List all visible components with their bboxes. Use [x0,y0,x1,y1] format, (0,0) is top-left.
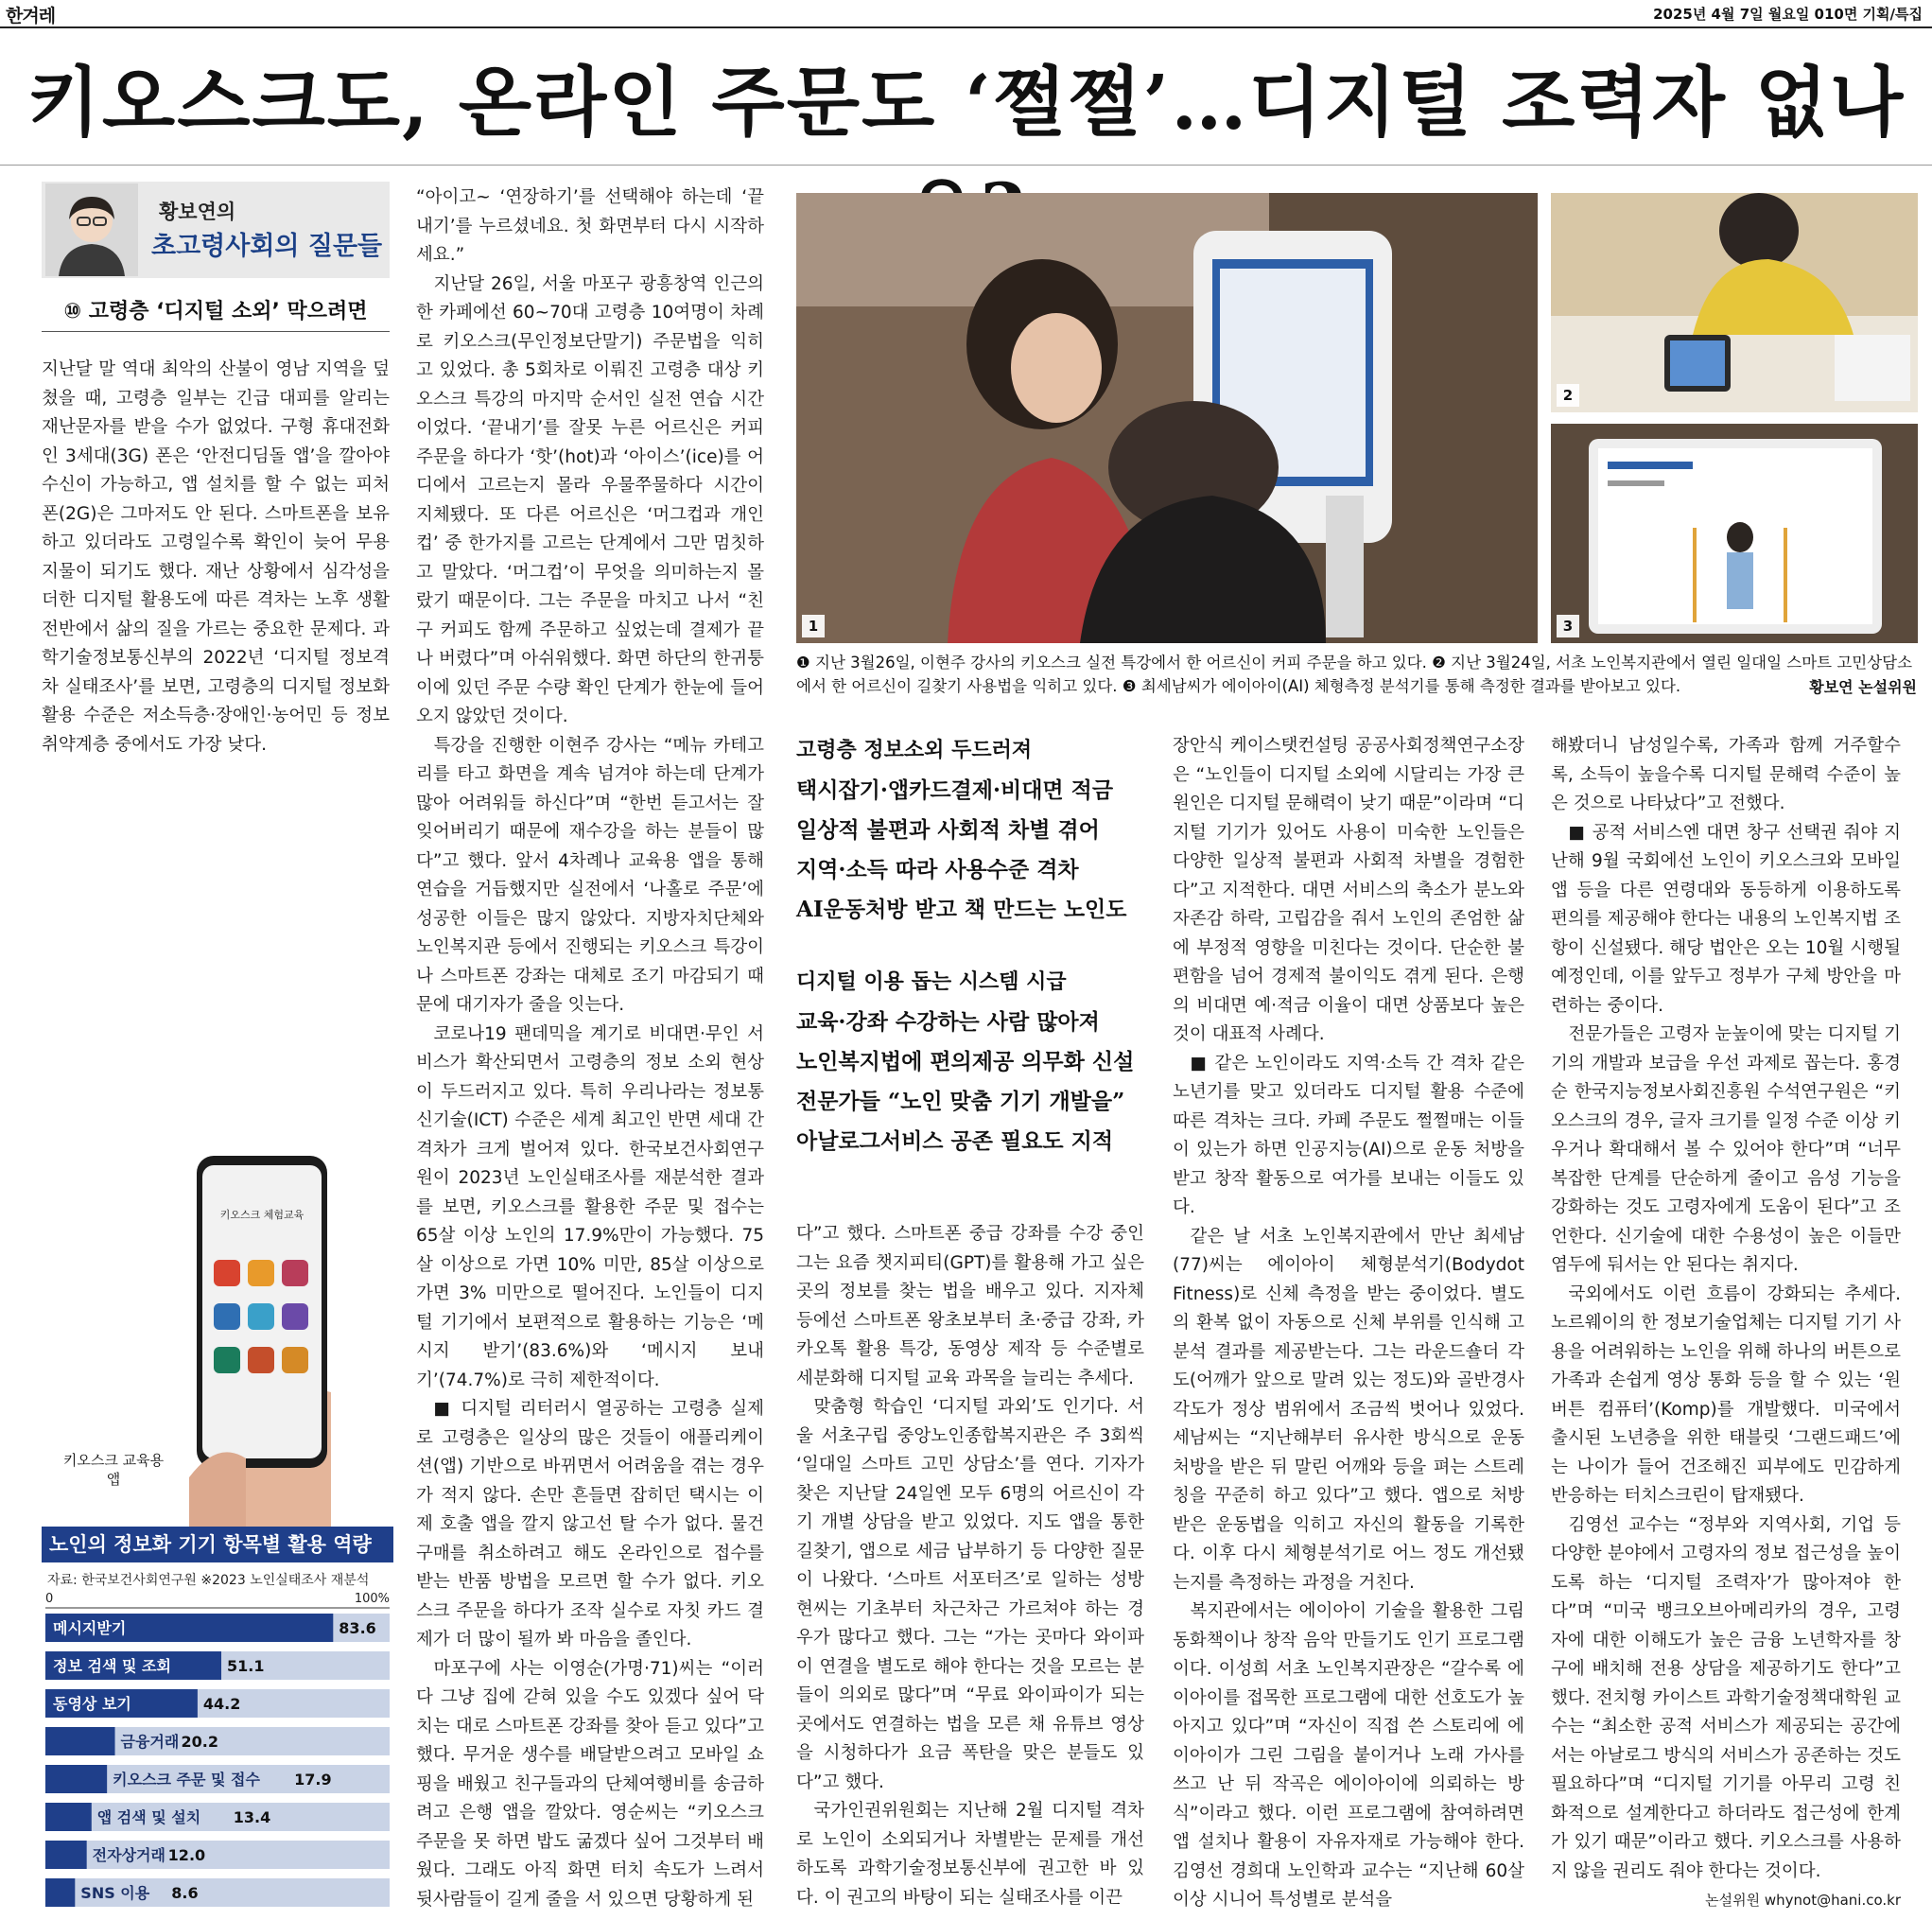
paragraph: 마포구에 사는 이영순(가명·71)씨는 “이러다 그냥 집에 갇혀 있을 수도 있겠다 싶어 닥치는 대로 스마트폰 강좌를 찾아 듣고 있다”고 했다. 무거운 생수를 배달받으려고 모바일 쇼핑을 배웠고 친구들과의 단체여행비를 송금하려고 은행 앱을 깔았다. 영순씨는 “키오스크 주문을 못 하면 밥도 굶겠다 싶어 그것부터 배웠다. 그래도 아직 화면 터치 속도가 느려서 뒷사람들이 길게 줄을 서 있으면 당황하게 된 [416,1658,764,1910]
chart-value-label: 20.2 [181,1733,219,1751]
paragraph: 코로나19 팬데믹을 계기로 비대면·무인 서비스가 확산되면서 고령층의 정보 소외 현상이 두드러지고 있다. 특히 우리나라는 정보통신기술(ICT) 수준은 세계 최고인 반면 세대 간 격차가 크게 벌어져 있다. 한국보건사회연구원이 2023년 노인실태조사를 재분석한 결과를 보면, 키오스크를 활용한 주문 및 접수는 65살 이상 노인의 17.9%만이 가능했다. 75살 이상으로 가면 10% 미만, 85살 이상으로 가면 3% 미만으로 떨어진다. 노인들이 디지털 기기에서 보편적으로 활용하는 기능은 ‘메시지 받기’(83.6%)와 ‘메시지 보내기’(74.7%)로 극히 제한적이다. [416,1023,764,1390]
chart-category-label: 정보 검색 및 조회 [53,1657,171,1675]
chart-bar [45,1765,107,1793]
chart-value-label: 17.9 [294,1771,332,1789]
article-column-2 [416,183,764,1914]
dateline: 2025년 4월 7일 월요일 010면 기획/특집 [1653,6,1923,23]
photo-smartphone-counseling [1551,193,1918,412]
paragraph: 다”고 했다. 스마트폰 중급 강좌를 수강 중인 그는 요즘 챗지피티(GPT)를 활용해 가고 싶은 곳의 정보를 찾는 법을 배우고 있다. 지자체 등에선 스마트폰 왕초보부터 초·중급 강좌, 카카오톡 활용 특강, 동영상 제작 등 수준별로 세분화해 디지털 교육 과목을 늘리는 추세다. [796,1224,1144,1388]
paragraph: 전문가들은 고령자 눈높이에 맞는 디지털 기기의 개발과 보급을 우선 과제로 꼽는다. 홍경순 한국지능정보사회진흥원 수석연구원은 “키오스크의 경우, 글자 크기를 일정 수준 이상 키우거나 확대해서 볼 수 있어야 한다”며 “너무 복잡한 단계를 단순하게 줄이고 음성 기능을 강화하는 것도 고령자에게 도움이 된다”고 조언한다. 신기술에 대한 수용성이 높은 이들만 염두에 둬서는 안 된다는 취지다. [1551,1024,1901,1275]
masthead-rule [0,26,1932,28]
article-column-1 [42,356,390,759]
series-episode: ⑩ 고령층 ‘디지털 소외’ 막으려면 [63,300,368,323]
deck-group2-title: 디지털 이용 돕는 시스템 시급 [796,969,1067,994]
chart-bar [45,1841,87,1869]
photo-body-analysis-result [1551,424,1918,643]
deck-line: 교육·강좌 수강하는 사람 많아져 [796,1009,1100,1035]
article-column-5 [1551,732,1901,1915]
photo-number-2: 2 [1557,384,1579,407]
paragraph: 같은 날 서초 노인복지관에서 만난 최세남(77)씨는 에이아이 체형분석기(Bodydot Fitness)로 신체 측정을 받는 중이었다. 별도의 환복 없이 자동으로 신체 부위를 인식해 고 분석 결과를 제공받는다. 그는 라운드숄더 각도(어깨가 앞으로 말려 있는 정도)와 골반경사 각도가 정상 범위에서 조금씩 벗어나 있었다. 세남씨는 “지난해부터 유사한 방식으로 운동 처방을 받은 뒤 말린 어깨와 등을 펴는 스트레칭을 꾸준히 하고 있다”고 했다. 앱으로 처방받은 운동법을 익히고 자신의 활동을 기록한다. 이후 다시 체형분석기로 어느 정도 개선됐는지를 측정하는 과정을 거친다. [1173,1226,1524,1593]
chart-category-label: SNS 이용 [80,1884,150,1902]
paragraph: 지난달 말 역대 최악의 산불이 영남 지역을 덮쳤을 때, 고령층 일부는 긴급 대피를 알리는 재난문자를 받을 수가 없었다. 구형 휴대전화인 3세대(3G) 폰은 ‘안전디딤돌 앱’을 깔아야 수신이 가능하고, 앱 설치를 할 수 없는 피처폰(2G)은 그마저도 안 된다. 스마트폰을 보유하고 있더라도 고령일수록 확인이 늦어 무용지물이 되기도 했다. 재난 상황에서 심각성을 더한 디지털 활용도에 따른 격차는 노후 생활 전반에서 삶의 질을 가르는 중요한 문제다. 과학기술정보통신부의 2022년 ‘디지털 정보격차 실태조사’를 보면, 고령층의 디지털 정보화 활용 수준은 저소득층·장애인·농어민 등 정보취약계층 중에서도 가장 낮다. [42,359,390,755]
chart-bar [45,1803,92,1831]
paragraph: 국가인권위원회는 지난해 2월 디지털 격차로 노인이 소외되거나 차별받는 문제를 개선하도록 과학기술정보통신부에 권고한 바 있다. 이 권고의 바탕이 되는 실태조사를 이끈 [796,1801,1144,1908]
deck-group1-title: 고령층 정보소외 두드러져 [796,738,1033,762]
chart-bar [45,1878,75,1907]
paragraph: “아이고~ ‘연장하기’를 선택해야 하는데 ‘끝내기’를 누르셨네요. 첫 화면부터 다시 시작하세요.” [416,187,764,265]
photo-credit: 황보연 논설위원 [1809,678,1917,696]
deck-line: 아날로그서비스 공존 필요도 지적 [796,1128,1114,1154]
paragraph: ■ 같은 노인이라도 지역·소득 간 격차 같은 노년기를 맞고 있더라도 디지털 활용 수준에 따른 격차는 크다. 카페 주문도 쩔쩔매는 이들이 있는가 하면 인공지능(AI)으로 운동 처방을 받고 창작 활동으로 여가를 보내는 이들도 있다. [1173,1053,1524,1217]
phone-caption: 키오스크 교육용 앱 [62,1452,165,1488]
photo-number-3: 3 [1557,615,1579,637]
chart-tick-label: 0 [45,1592,54,1606]
kiosk-app-phone-image [189,1156,331,1527]
chart-category-label: 메시지받기 [53,1619,127,1637]
article-column-3 [796,1220,1144,1912]
headline: 키오스크도, 온라인 주문도 ‘쩔쩔’…디지털 조력자 없나 [26,58,1906,147]
chart-value-label: 13.4 [233,1808,271,1826]
chart-value-label: 12.0 [167,1846,206,1864]
newspaper-logo: 한겨레 [6,6,56,26]
byline: 논설위원 whynot@hani.co.kr [1705,1892,1901,1909]
chart-source: 자료: 한국보건사회연구원 ※2023 노인실태조사 재분석 [47,1573,370,1588]
paragraph: ■ 디지털 리터러시 열공하는 고령층 실제로 고령층은 일상의 많은 것들이 애플리케이션(앱) 기반으로 바뀌면서 어려움을 겪는 경우가 적지 않다. 손만 흔들면 잡히던 택시는 이제 호출 앱을 깔지 않고선 탈 수가 없다. 물건 구매를 취소하려고 해도 온라인으로 접수를 받는 반품 방법을 모르면 할 수가 없다. 키오스크 주문을 하다가 조작 실수로 자칫 카드 결제가 더 많이 될까 봐 마음을 졸인다. [416,1399,764,1649]
paragraph: ■ 공적 서비스엔 대면 창구 선택권 줘야 지난해 9월 국회에선 노인이 키오스크와 모바일 앱 등을 다른 연령대와 동등하게 이용하도록 편의를 제공해야 한다는 내용의 노인복지법 조항이 신설됐다. 해당 법안은 오는 10월 시행될 예정인데, 이를 앞두고 정부가 구체 방안을 마련하는 중이다. [1551,822,1901,1016]
bar-chart [42,1589,393,1911]
deck-line: AI운동처방 받고 책 만드는 노인도 [796,897,1127,922]
series-rule [42,331,390,332]
deck-line: 전문가들 “노인 맞춤 기기 개발을” [796,1089,1125,1114]
paragraph: 김영선 교수는 “정부와 지역사회, 기업 등 다양한 분야에서 고령자의 정보 접근성을 높이도록 하는 ‘디지털 조력자’가 많아져야 한다”며 “미국 뱅크오브아메리카의 경우, 고령자에 대한 이해도가 높은 금융 노년학자를 창구에 배치해 전용 상담을 제공하기도 한다”고 했다. 전치형 카이스트 과학기술정책대학원 교수는 “최소한 공적 서비스가 제공되는 공간에서는 아날로그 방식의 서비스가 공존하는 것도 필요하다”며 “디지털 기기를 아무리 고령 친화적으로 설계한다고 하더라도 접근성에 한계가 있기 때문”이라고 했다. 키오스크를 사용하지 않을 권리도 줘야 한다는 것이다. [1551,1514,1901,1881]
deck-line: 일상적 불편과 사회적 차별 겪어 [796,817,1100,843]
photo-number-1: 1 [802,615,825,637]
phone-screen-title: 키오스크 체험교육 [219,1209,305,1221]
paragraph: 지난달 26일, 서울 마포구 광흥창역 인근의 한 카페에선 60~70대 고령층 10여명이 차례로 키오스크(무인정보단말기) 주문법을 익히고 있었다. 총 5회차로 이뤄진 고령층 대상 키오스크 특강의 마지막 순서인 실전 연습 시간이었다. ‘끝내기’를 잘못 누른 어르신은 커피 주문을 하다가 ‘핫’(hot)과 ‘아이스’(ice)를 어디에서 고르는지 몰라 우물쭈물하다 시간이 지체됐다. 또 다른 어르신은 ‘머그컵과 개인컵’ 중 한가지를 고르는 단계에서 그만 멈칫하고 말았다. ‘머그컵’이 무엇을 의미하는지 몰랐기 때문이다. 그는 주문을 마치고 나서 “친구 커피도 함께 주문하고 싶었는데 결제가 끝나 버렸다”며 아쉬워했다. 화면 하단의 한귀퉁이에 있던 주문 수량 확인 단계가 한눈에 들어오지 않았던 것이다. [416,273,764,726]
chart-category-label: 키오스크 주문 및 접수 [113,1771,260,1789]
deck-line: 지역·소득 따라 사용수준 격차 [796,857,1079,882]
paragraph: 특강을 진행한 이현주 강사는 “메뉴 카테고리를 타고 화면을 계속 넘겨야 하는데 단계가 많아 어려워들 하신다”며 “한번 듣고서는 잘 잊어버리기 때문에 재수강을 하는 분들이 많다”고 했다. 앞서 4차례나 교육용 앱을 통해 연습을 거듭했지만 실전에서 ‘나홀로 주문’에 성공한 이들은 많지 않았다. 지방자치단체와 노인복지관 등에서 진행되는 키오스크 특강이나 스마트폰 강좌는 대체로 조기 마감되기 때문에 대기자가 줄을 잇는다. [416,735,764,1015]
photo-caption: ❶ 지난 3월26일, 이현주 강사의 키오스크 실전 특강에서 한 어르신이 커피 주문을 하고 있다. ❷ 지난 3월24일, 서초 노인복지관에서 열린 일대일 스마트 고민상담소에서 한 어르신이 길찾기 사용법을 익히고 있다. ❸ 최세남씨가 에이아이(AI) 체형측정 분석기를 통해 측정한 결과를 받아보고 있다. [796,654,1913,695]
photo-kiosk-lesson [796,193,1538,643]
author-portrait [45,183,138,276]
paragraph: 맞춤형 학습인 ‘디지털 과외’도 인기다. 서울 서초구립 중앙노인종합복지관은 주 3회씩 ‘일대일 스마트 고민 상담소’를 연다. 기자가 찾은 지난달 24일엔 모두 6명의 어르신이 각기 개별 상담을 받고 있었다. 지도 앱을 통한 길찾기, 앱으로 세금 납부하기 등 다양한 질문이 나왔다. ‘스마트 서포터즈’로 일하는 성방현씨는 기초부터 차근차근 가르쳐야 하는 경우가 많다고 했다. 그는 “가는 곳마다 와이파이 연결을 별도로 해야 한다는 것을 모르는 분들이 의외로 많다”며 “무료 와이파이가 되는 곳에서도 연결하는 법을 모른 채 유튜브 영상을 시청하다가 요금 폭탄을 맞은 분들도 있다”고 했다. [796,1397,1144,1792]
headline-rule [0,165,1932,166]
chart-tick-label: 100% [354,1592,390,1606]
series-author: 황보연의 [159,201,236,223]
deck-line: 노인복지법에 편의제공 의무화 신설 [796,1049,1135,1074]
chart-bar [45,1727,115,1755]
article-deck [796,734,1156,1161]
chart-value-label: 51.1 [227,1657,265,1675]
chart-title: 노인의 정보화 기기 항목별 활용 역량 [42,1527,393,1562]
paragraph: 복지관에서는 에이아이 기술을 활용한 그림 동화책이나 창작 음악 만들기도 인기 프로그램이다. 이성희 서초 노인복지관장은 “갈수록 에이아이를 접목한 프로그램에 대한 선호도가 높아지고 있다”며 “자신이 직접 쓴 스토리에 에이아이가 그린 그림을 붙이거나 노래 가사를 쓰고 난 뒤 작곡은 에이아이에 의뢰하는 방식”이라고 했다. 이런 프로그램에 참여하려면 앱 설치나 활용이 자유자재로 가능해야 한다. 김영선 경희대 노인학과 교수는 “지난해 60살 이상 시니어 특성별로 분석을 [1173,1601,1524,1910]
paragraph: 장안식 케이스탯컨설팅 공공사회정책연구소장은 “노인들이 디지털 소외에 시달리는 가장 큰 원인은 디지털 문해력이 낮기 때문”이라며 “디지털 기기가 있어도 사용이 미숙한 노인들은 다양한 일상적 불편과 사회적 차별을 경험한다”고 지적한다. 대면 서비스의 축소가 분노와 자존감 하락, 고립감을 줘서 노인의 존엄한 삶에 부정적 영향을 미친다는 것이다. 단순한 불편함을 넘어 경제적 불이익도 겪게 된다. 은행의 비대면 예·적금 이율이 대면 상품보다 높은 것이 대표적 사례다. [1173,736,1524,1044]
chart-value-label: 44.2 [202,1695,241,1713]
chart-category-label: 전자상거래 [92,1846,165,1864]
chart-value-label: 8.6 [171,1884,199,1902]
article-column-4 [1173,732,1524,1915]
paragraph: 국외에서도 이런 흐름이 강화되는 추세다. 노르웨이의 한 정보기술업체는 디지털 기기 사용을 어려워하는 노인을 위해 하나의 버튼으로 가족과 손쉽게 영상 통화 등을 할 수 있는 ‘원 버튼 컴퓨터’(Komp)를 개발했다. 미국에서 출시된 노년층을 위한 태블릿 ‘그랜드패드’에는 나이가 들어 건조해진 피부에도 민감하게 반응하는 터치스크린이 탑재됐다. [1551,1283,1901,1506]
paragraph: 해봤더니 남성일수록, 가족과 함께 거주할수록, 소득이 높을수록 디지털 문해력 수준이 높은 것으로 나타났다”고 전했다. [1551,736,1901,813]
chart-category-label: 금융거래 [120,1733,180,1751]
deck-line: 택시잡기·앱카드결제·비대면 적금 [796,777,1114,803]
series-title: 초고령사회의 질문들 [151,232,383,261]
chart-category-label: 앱 검색 및 설치 [96,1808,201,1826]
chart-value-label: 83.6 [339,1619,376,1637]
chart-category-label: 동영상 보기 [53,1695,131,1713]
